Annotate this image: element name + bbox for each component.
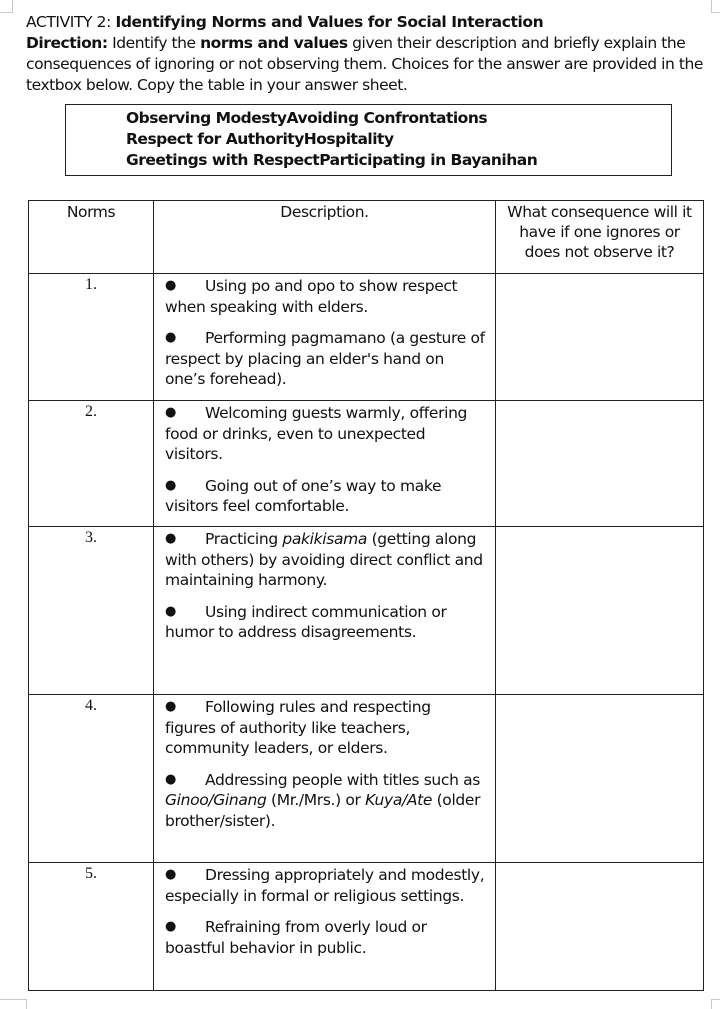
description-italic-term: Kuya/Ate [365,791,433,809]
bullet-dot-icon: ● [165,867,176,882]
table-row [29,527,704,695]
direction-text-after: given their description and briefly explain the consequences of ignoring or not observing them. Choices for the answer are provided in the textbox below. Copy the table in your answer sheet. [26,34,703,94]
description-text: Following rules and respecting figures of authority like teachers, community leaders, or elders. [165,698,431,757]
norm-number: 1. [29,274,154,401]
description-bullet [165,403,485,465]
choices-line: Respect for AuthorityHospitality [126,130,394,148]
description-cell [154,401,496,527]
description-text: Dressing appropriately and modestly, especially in formal or religious settings. [165,866,485,905]
bullet-dot-icon: ● [165,603,176,619]
description-cell [154,695,496,863]
description-bullet [165,917,485,958]
description-cell [154,863,496,991]
consequence-answer-cell[interactable] [496,401,704,527]
page-corner-mark [711,0,720,13]
consequence-answer-cell[interactable] [496,527,704,695]
norm-number: 5. [29,863,154,991]
table-row [29,401,704,527]
description-text: Welcoming guests warmly, offering food or drinks, even to unexpected visitors. [165,404,468,463]
description-text: Performing pagmamano (a gesture of respect by placing an elder's hand on one’s forehead). [165,329,485,388]
header-description: Description. [154,201,496,274]
description-text: Refraining from overly loud or boastful behavior in public. [165,918,427,957]
activity-label: ACTIVITY 2: [26,13,111,31]
bullet-dot-icon: ● [165,919,176,934]
choices-line: Greetings with RespectParticipating in Bayanihan [126,151,538,169]
description-cell [154,274,496,401]
description-italic-term: Ginoo/Ginang [165,791,267,809]
direction-text-before: Identify the [112,34,196,52]
choices-line: Observing ModestyAvoiding Confrontations [126,109,488,127]
direction-paragraph [26,33,716,96]
header-consequence: What consequence will it have if one ignores or does not observe it? [496,201,704,274]
direction-emphasis: norms and values [200,34,348,52]
consequence-answer-cell[interactable] [496,695,704,863]
description-bullet [165,697,485,759]
description-text: Going out of one’s way to make visitors feel comfortable. [165,476,442,515]
bullet-dot-icon: ● [165,405,176,420]
bullet-dot-icon: ● [165,477,176,493]
norm-number: 3. [29,527,154,695]
description-bullet [165,328,485,390]
table-row [29,274,704,401]
description-cell [154,527,496,695]
table-row [29,695,704,863]
bullet-dot-icon: ● [165,699,176,714]
bullet-dot-icon: ● [165,771,176,787]
header-norms: Norms [29,201,154,274]
description-text: Using po and opo to show respect when speaking with elders. [165,277,458,316]
description-text: (Mr./Mrs.) or [266,791,366,809]
bullet-dot-icon: ● [165,330,176,345]
page-corner-mark [0,999,27,1009]
norms-table [28,200,704,991]
bullet-dot-icon: ● [165,278,176,293]
description-bullet [165,276,485,317]
norm-number: 4. [29,695,154,863]
description-text: (getting along with others) by avoiding direct conflict and maintaining harmony. [165,530,483,589]
direction-label: Direction: [26,34,108,52]
activity-heading: Identifying Norms and Values for Social Interaction [115,13,544,31]
consequence-answer-cell[interactable] [496,863,704,991]
description-text: Addressing people with titles such as [205,770,481,789]
description-italic-term: pakikisama [282,530,367,548]
page-corner-mark [711,999,720,1009]
consequence-answer-cell[interactable] [496,274,704,401]
description-bullet [165,770,485,832]
description-text: (older brother/sister). [165,791,481,830]
table-header-row [29,201,704,274]
page-corner-mark [0,0,13,13]
table-row [29,863,704,991]
description-bullet [165,529,485,591]
activity-title [26,12,543,32]
description-bullet [165,865,485,906]
description-bullet [165,476,485,517]
norm-number: 2. [29,401,154,527]
choices-textbox [65,104,672,176]
description-bullet [165,602,485,643]
description-text: Using indirect communication or humor to address disagreements. [165,602,447,641]
bullet-dot-icon: ● [165,531,176,546]
description-text: Practicing [205,530,283,548]
